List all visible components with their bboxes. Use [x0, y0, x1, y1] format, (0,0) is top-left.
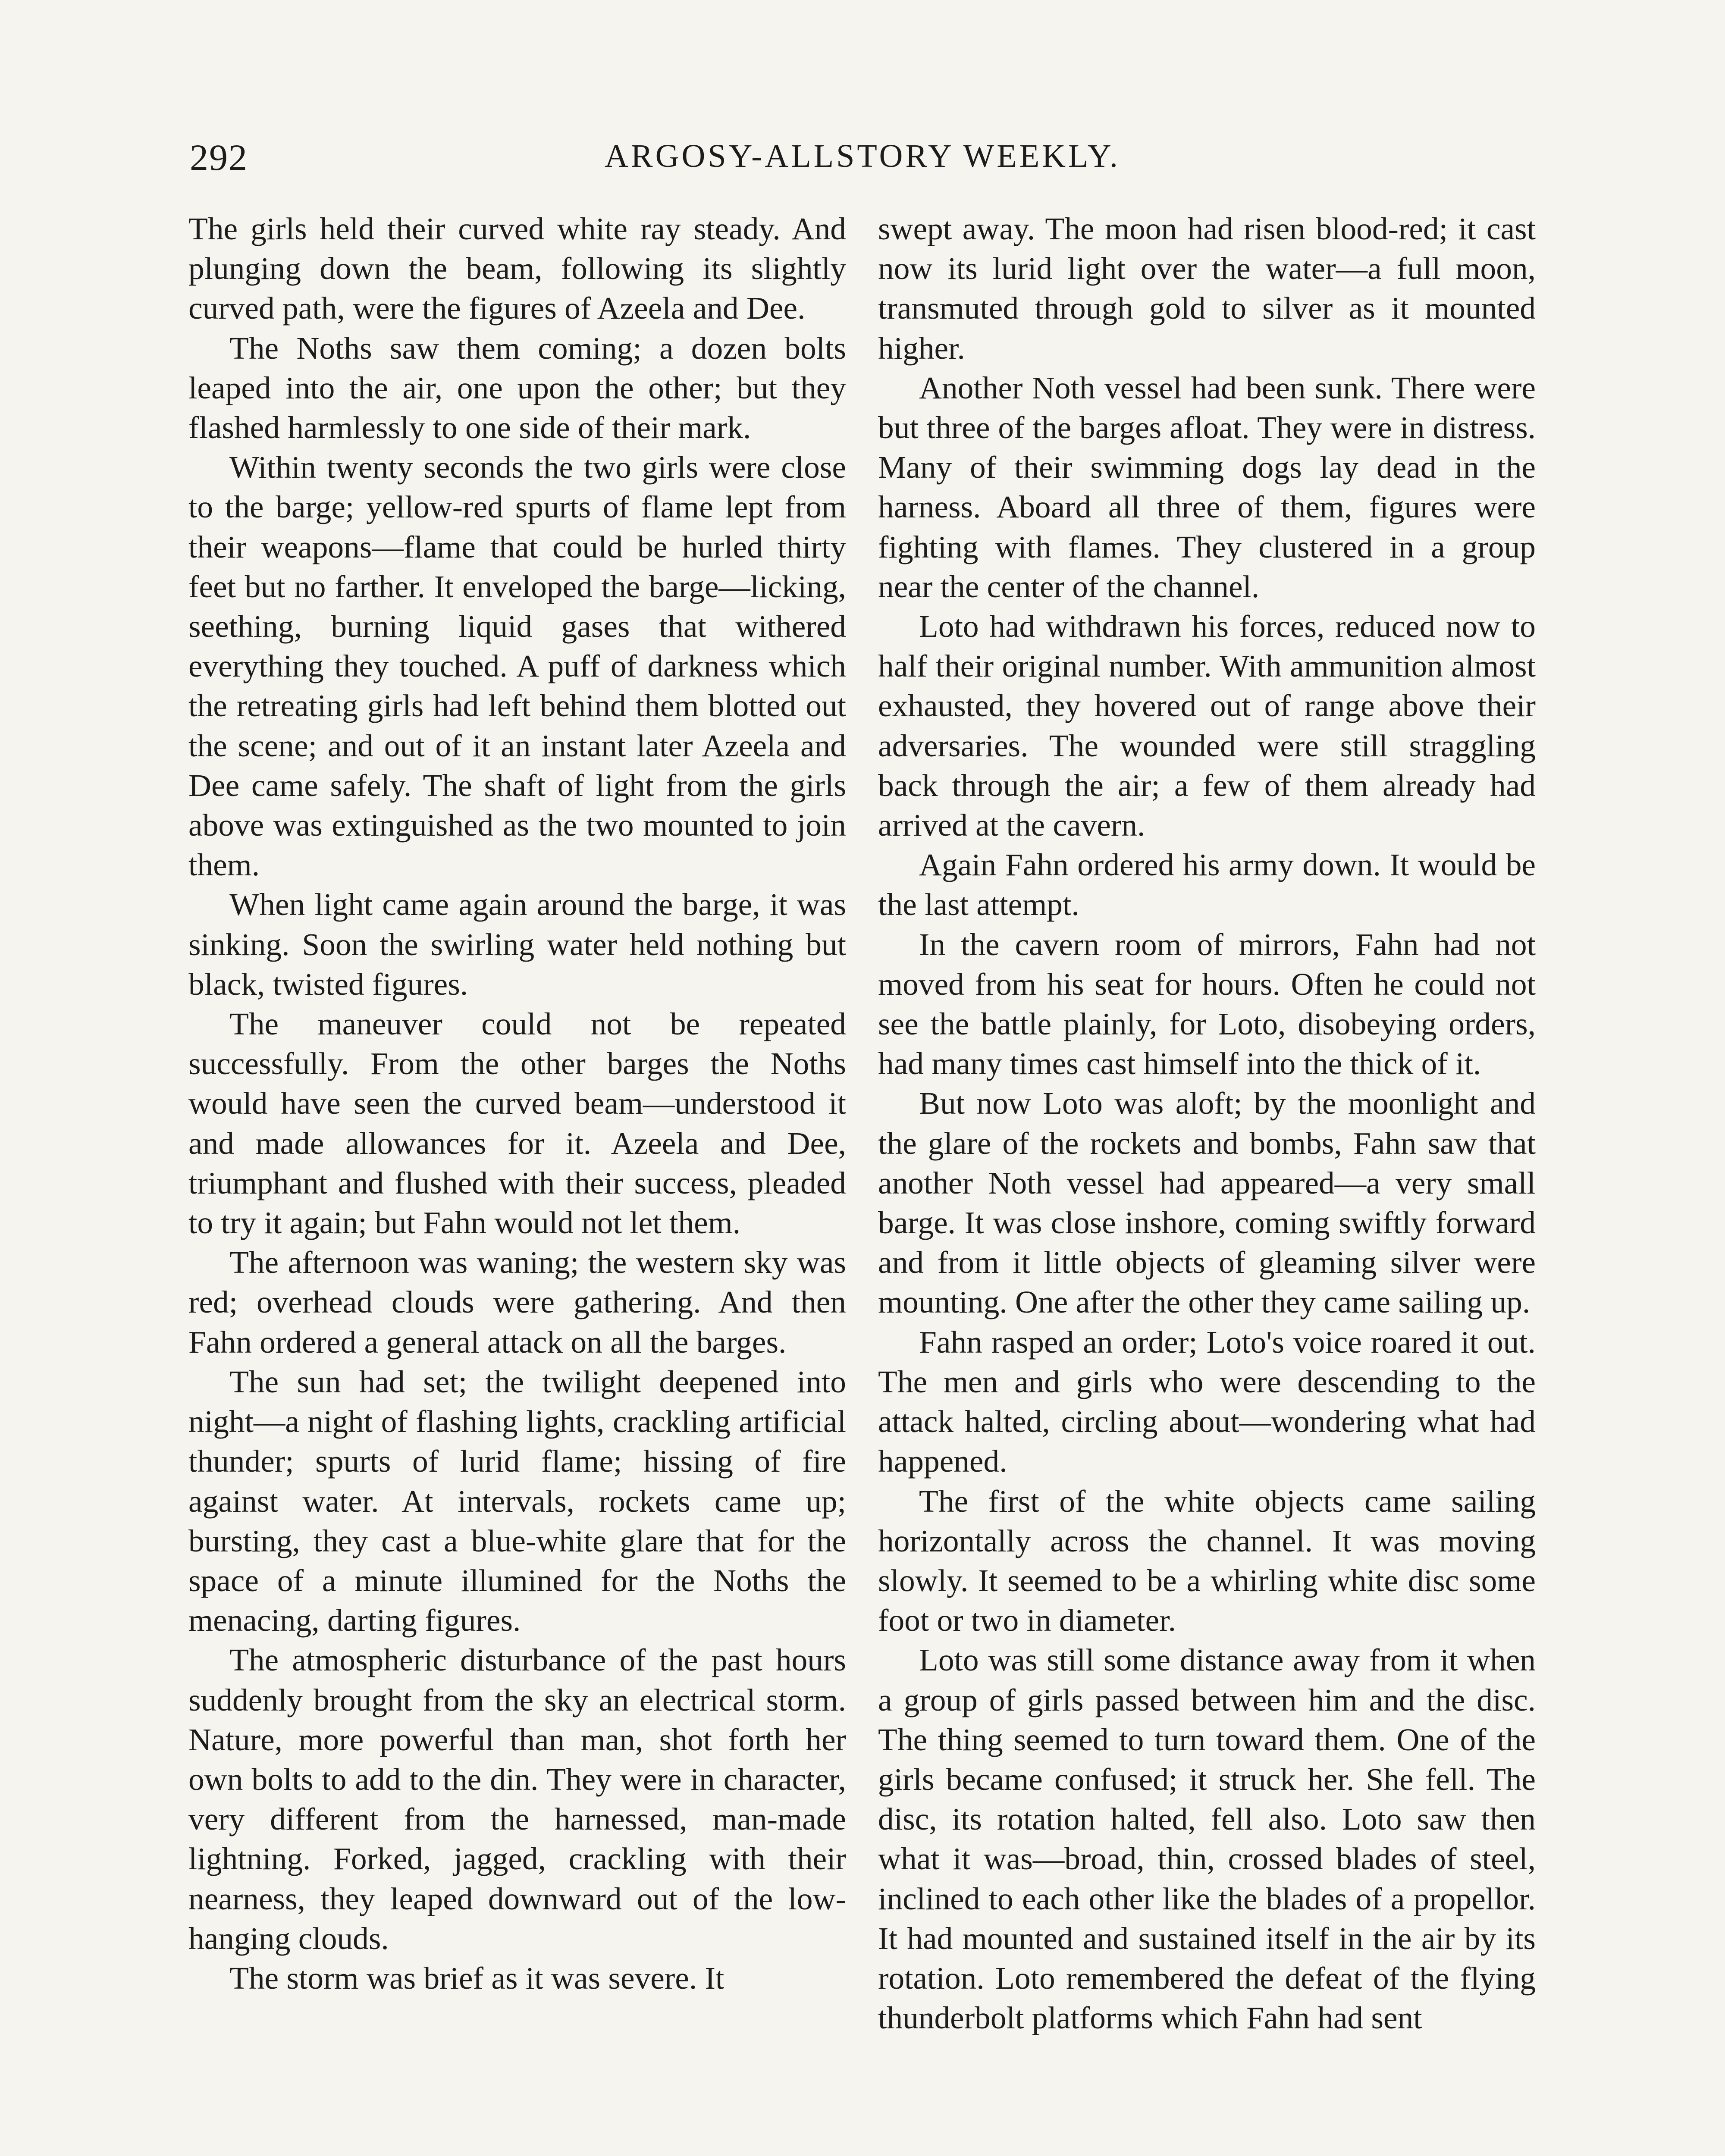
paragraph: The Noths saw them coming; a dozen bolts leaped into the air, one upon the other; but they flashed harmlessly to one side of their mark. [188, 330, 846, 445]
paragraph: The maneuver could not be repeated successfully. From the other barges the Noths would have seen the curved beam—understood it and made allowances for it. Azeela and Dee, triumphant and flushed with their success, pleaded to try it again; but Fahn would not let them. [188, 1006, 846, 1241]
paragraph: The first of the white objects came sailing horizontally across the channel. It was moving slowly. It seemed to be a whirling white disc some foot or two in diameter. [878, 1483, 1536, 1638]
paragraph: Within twenty seconds the two girls were close to the barge; yellow-red spurts of flame lept from their weapons—flame that could be hurled thirty feet but no farther. It enveloped the barge—licking, seething, burning liquid gases that withered everything they touched. A puff of darkness which the retreating girls had left behind them blotted out the scene; and out of it an instant later Azeela and Dee came safely. The shaft of light from the girls above was extinguished as the two mounted to join them. [188, 450, 846, 883]
paragraph: When light came again around the barge, it was sinking. Soon the swirling water held nothing but black, twisted figures. [188, 887, 846, 1002]
paragraph: In the cavern room of mirrors, Fahn had not moved from his seat for hours. Often he could not see the battle plainly, for Loto, disobeying orders, had many times cast himself into the thick of it. [878, 927, 1536, 1081]
paragraph: But now Loto was aloft; by the moonlight and the glare of the rockets and bombs, Fahn saw that another Noth vessel had appeared—a very small barge. It was close inshore, coming swiftly forward and from it little objects of gleaming silver were mounting. One after the other they came sailing up. [878, 1086, 1536, 1320]
left-column [188, 209, 846, 1998]
paragraph: Fahn rasped an order; Loto's voice roared it out. The men and girls who were descending to the attack halted, circling about—wondering what had happened. [878, 1324, 1536, 1479]
running-head: ARGOSY-ALLSTORY WEEKLY. [605, 138, 1120, 174]
paragraph: Another Noth vessel had been sunk. There were but three of the barges afloat. They were in distress. Many of their swimming dogs lay dead in the harness. Aboard all three of them, figures were fighting with flames. They clustered in a group near the center of the channel. [878, 370, 1536, 604]
right-column [878, 209, 1536, 2038]
paragraph: Again Fahn ordered his army down. It would be the last attempt. [878, 847, 1536, 922]
page-header [190, 136, 1535, 192]
paragraph: Loto had withdrawn his forces, reduced now to half their original number. With ammunition almost exhausted, they hovered out of range above their adversaries. The wounded were still straggling back through the air; a few of them already had arrived at the cavern. [878, 609, 1536, 843]
paragraph: The sun had set; the twilight deepened into night—a night of flashing lights, crackling artificial thunder; spurts of lurid flame; hissing of fire against water. At intervals, rockets came up; bursting, they cast a blue-white glare that for the space of a minute illumined for the Noths the menacing, darting figures. [188, 1364, 846, 1638]
paragraph: The afternoon was waning; the western sky was red; overhead clouds were gathering. And then Fahn ordered a general attack on all the barges. [188, 1245, 846, 1360]
paragraph: The girls held their curved white ray steady. And plunging down the beam, following its slightly curved path, were the figures of Azeela and Dee. [188, 211, 846, 326]
paragraph: The storm was brief as it was severe. It [229, 1960, 724, 1996]
page-number: 292 [190, 137, 248, 178]
paragraph: Loto was still some distance away from it when a group of girls passed between him and the disc. The thing seemed to turn toward them. One of the girls became confused; it struck her. She fell. The disc, its rotation halted, fell also. Loto saw then what it was—broad, thin, crossed blades of steel, inclined to each other like the blades of a propellor. It had mounted and sustained itself in the air by its rotation. Loto remembered the defeat of the flying thunderbolt platforms which Fahn had sent [878, 1642, 1536, 2036]
paragraph: swept away. The moon had risen blood-red; it cast now its lurid light over the water—a full moon, transmuted through gold to silver as it mounted higher. [878, 211, 1536, 366]
paragraph: The atmospheric disturbance of the past hours suddenly brought from the sky an electrical storm. Nature, more powerful than man, shot forth her own bolts to add to the din. They were in character, very different from the harnessed, man-made lightning. Forked, jagged, crackling with their nearness, they leaped downward out of the low-hanging clouds. [188, 1642, 846, 1956]
